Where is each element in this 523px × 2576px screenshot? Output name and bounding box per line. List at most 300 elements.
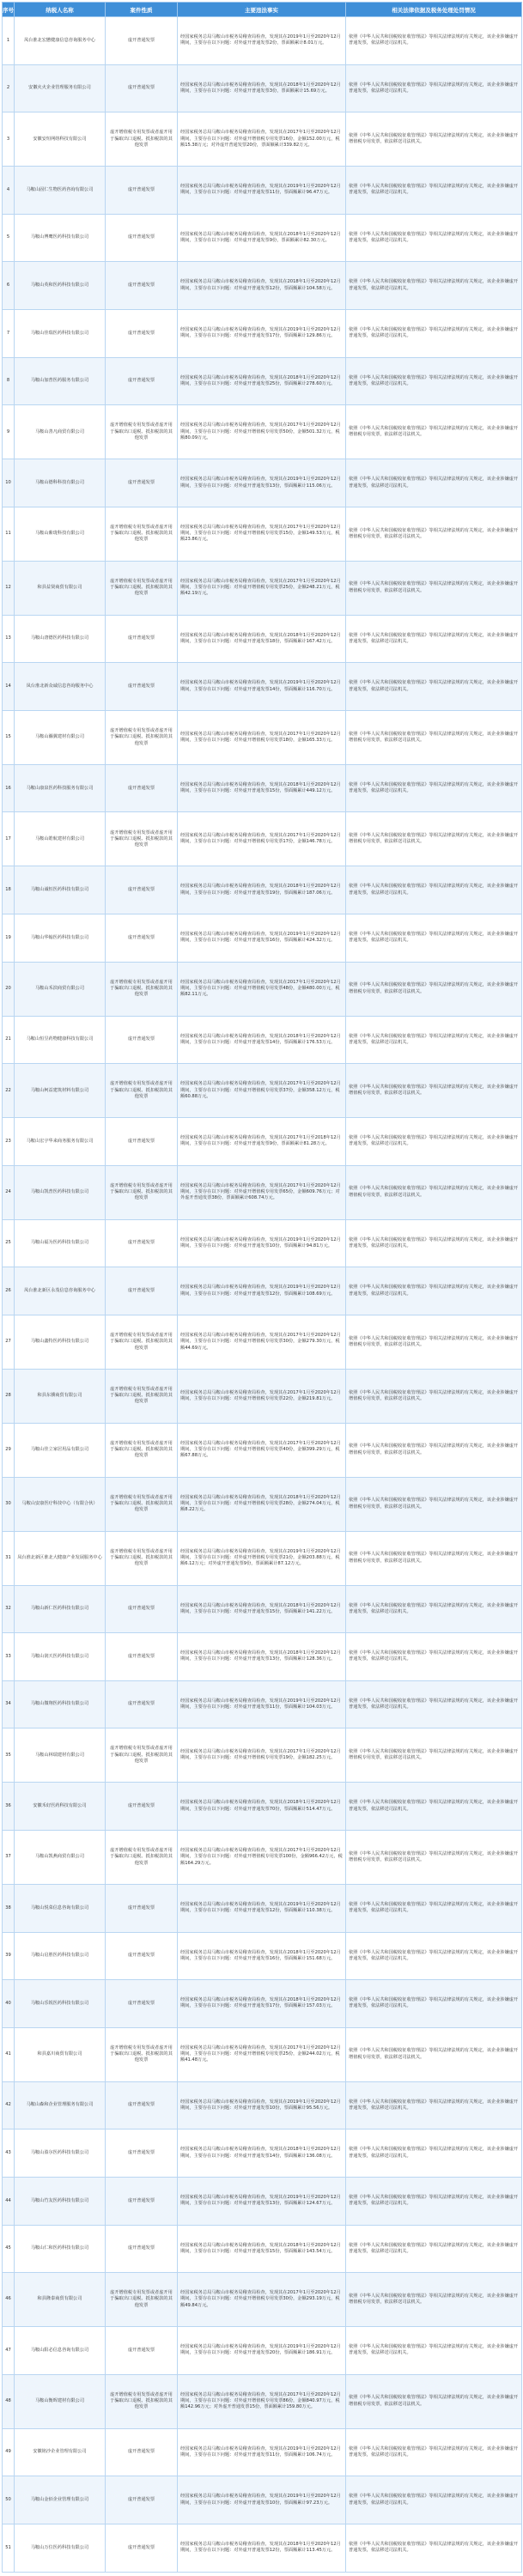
cell-taxpayer-name: 马鞍山恒昱药物健康科技有限公司 xyxy=(15,1016,106,1064)
cell-taxpayer-name: 和县嘉川商贸有限公司 xyxy=(15,2027,106,2081)
cell-taxpayer-name: 安徽火火企业管理服务有限公司 xyxy=(15,64,106,112)
cell-case-type: 虚开普通发票 xyxy=(106,1016,178,1064)
cell-violation-facts: 经国家税务总局马鞍山市税务局稽查局检查，发现其在2017年1月至2020年12月期间，主要存在以下问题：对外虚开增值税专用发票25份，金额248.21万元，税额42.19万元。 xyxy=(178,561,346,615)
cell-index: 32 xyxy=(3,1585,15,1633)
cell-legal-basis: 依照《中华人民共和国税收征收管理法》等相关法律法规的有关规定，该企业涉嫌虚开普通发票，依法移送司法机关。 xyxy=(346,459,522,507)
cell-index: 27 xyxy=(3,1315,15,1369)
cell-legal-basis: 依照《中华人民共和国税收征收管理法》等相关法律法规的有关规定，该企业涉嫌虚开普通发票，依法移送司法机关。 xyxy=(346,2129,522,2178)
cell-case-type: 虚开普通发票 xyxy=(106,1267,178,1315)
cell-case-type: 虚开增值税专用发票或者虚开用于骗取出口退税、抵扣税款的其他发票 xyxy=(106,962,178,1016)
cell-case-type: 虚开增值税专用发票或者虚开用于骗取出口退税、抵扣税款的其他发票 xyxy=(106,1830,178,1884)
cell-case-type: 虚开普通发票 xyxy=(106,1884,178,1932)
table-row xyxy=(3,1531,522,1585)
cell-case-type: 虚开普通发票 xyxy=(106,1633,178,1681)
cell-taxpayer-name: 马鞍山润天医药科技有限公司 xyxy=(15,1633,106,1681)
cell-violation-facts: 经国家税务总局马鞍山市税务局稽查局检查，发现其在2017年1月至2020年12月期间，主要存在以下问题：对外虚开增值税专用发票30份，金额279.30万元，税额44.69万元。 xyxy=(178,1315,346,1369)
header-index: 序号 xyxy=(3,3,15,17)
cell-violation-facts: 经国家税务总局马鞍山市税务局稽查局检查，发现其在2017年1月至2020年12月期间，主要存在以下问题：对外虚开增值税专用发票37份，金额358.12万元，税额60.88万元。 xyxy=(178,1064,346,1118)
cell-index: 31 xyxy=(3,1531,15,1585)
cell-taxpayer-name: 马鞍山诚恒医药科技有限公司 xyxy=(15,866,106,914)
cell-taxpayer-name: 凤台淮北宏懋健康信息咨询服务中心 xyxy=(15,17,106,65)
cell-taxpayer-name: 马鞍山瀚翼建材有限公司 xyxy=(15,710,106,764)
cell-case-type: 虚开普通发票 xyxy=(106,1783,178,1831)
cell-violation-facts: 经国家税务总局马鞍山市税务局稽查局检查，发现其在2019年1月至2020年12月期间，主要存在以下问题：对外虚开普通发票2份，票面额累计8.01万元。 xyxy=(178,17,346,65)
cell-legal-basis: 依照《中华人民共和国税收征收管理法》等相关法律法规的有关规定，该企业涉嫌虚开普通发票，依法移送司法机关。 xyxy=(346,2225,522,2273)
cell-taxpayer-name: 马鞍山凯普医药科技有限公司 xyxy=(15,1165,106,1219)
table-row xyxy=(3,1477,522,1531)
table-row xyxy=(3,914,522,963)
cell-violation-facts: 经国家税务总局马鞍山市税务局稽查局检查，发现其在2018年1月至2020年12月期间，主要存在以下问题：对外虚开普通发票18份，票面额累计167.42万元。 xyxy=(178,615,346,663)
table-row xyxy=(3,1633,522,1681)
cell-taxpayer-name: 马鞍山启胜医药科技有限公司 xyxy=(15,1932,106,1980)
cell-index: 26 xyxy=(3,1267,15,1315)
cell-legal-basis: 依照《中华人民共和国税收征收管理法》等相关法律法规的有关规定，该企业涉嫌虚开增值税专用发票，依法移送司法机关。 xyxy=(346,1830,522,1884)
table-row xyxy=(3,405,522,459)
cell-case-type: 虚开增值税专用发票或者虚开用于骗取出口退税、抵扣税款的其他发票 xyxy=(106,2374,178,2428)
cell-index: 44 xyxy=(3,2177,15,2225)
cell-violation-facts: 经国家税务总局马鞍山市税务局稽查局检查，发现其在2017年1月至2020年12月期间，主要存在以下问题：对外虚开增值税专用发票100份，金额966.42万元，税额164.29万元。 xyxy=(178,1830,346,1884)
cell-index: 40 xyxy=(3,1980,15,2028)
cell-legal-basis: 依照《中华人民共和国税收征收管理法》等相关法律法规的有关规定，该企业涉嫌虚开普通发票，依法移送司法机关。 xyxy=(346,1267,522,1315)
cell-violation-facts: 经国家税务总局马鞍山市税务局稽查局检查，发现其在2017年1月至2018年12月期间，主要存在以下问题：对外虚开普通发票9份，票面额累计81.28万元。 xyxy=(178,1118,346,1166)
table-row xyxy=(3,663,522,711)
cell-taxpayer-name: 马鞍山仁和医药科技有限公司 xyxy=(15,2225,106,2273)
cell-index: 10 xyxy=(3,459,15,507)
table-row xyxy=(3,561,522,615)
cell-taxpayer-name: 马鞍山康泉医药科技服务有限公司 xyxy=(15,764,106,812)
cell-case-type: 虚开普通发票 xyxy=(106,1585,178,1633)
table-row xyxy=(3,459,522,507)
cell-index: 21 xyxy=(3,1016,15,1064)
cell-index: 1 xyxy=(3,17,15,65)
cell-case-type: 虚开增值税专用发票或者虚开用于骗取出口退税、抵扣税款的其他发票 xyxy=(106,1165,178,1219)
cell-violation-facts: 经国家税务总局马鞍山市税务局稽查局检查，发现其在2019年1月至2020年12月期间，主要存在以下问题：对外虚开普通发票11份，票面额累计106.74万元。 xyxy=(178,2428,346,2476)
cell-taxpayer-name: 安徽禾好医药科技有限公司 xyxy=(15,1783,106,1831)
header-taxpayer-name: 纳税人名称 xyxy=(15,3,106,17)
cell-case-type: 虚开增值税专用发票或者虚开用于骗取出口退税、抵扣税款的其他发票 xyxy=(106,2273,178,2327)
table-row xyxy=(3,615,522,663)
tax-violation-table xyxy=(2,2,522,2573)
cell-taxpayer-name: 马鞍山紫珑科技有限公司 xyxy=(15,507,106,561)
cell-legal-basis: 依照《中华人民共和国税收征收管理法》等相关法律法规的有关规定，该企业涉嫌虚开普通发票，依法移送司法机关。 xyxy=(346,914,522,963)
cell-case-type: 虚开增值税专用发票或者虚开用于骗取出口退税、抵扣税款的其他发票 xyxy=(106,112,178,167)
cell-case-type: 虚开普通发票 xyxy=(106,1932,178,1980)
cell-violation-facts: 经国家税务总局马鞍山市税务局稽查局检查，发现其在2017年1月至2020年12月期间，主要存在以下问题：对外虚开增值税专用发票19份，金额182.25万元。 xyxy=(178,1728,346,1783)
table-row xyxy=(3,812,522,866)
cell-legal-basis: 依照《中华人民共和国税收征收管理法》等相关法律法规的有关规定，该企业涉嫌虚开增值税专用发票，依法移送司法机关。 xyxy=(346,2374,522,2428)
cell-index: 4 xyxy=(3,167,15,215)
cell-case-type: 虚开普通发票 xyxy=(106,914,178,963)
table-row xyxy=(3,2327,522,2375)
cell-legal-basis: 依照《中华人民共和国税收征收管理法》等相关法律法规的有关规定，该企业涉嫌虚开普通发票，依法移送司法机关。 xyxy=(346,2081,522,2129)
cell-index: 6 xyxy=(3,262,15,310)
table-row xyxy=(3,1064,522,1118)
cell-taxpayer-name: 马鞍山唐德医药科技有限公司 xyxy=(15,615,106,663)
cell-taxpayer-name: 马鞍山固仁生物医药咨询有限公司 xyxy=(15,167,106,215)
cell-legal-basis: 依照《中华人民共和国税收征收管理法》等相关法律法规的有关规定，该企业涉嫌虚开普通发票，依法移送司法机关。 xyxy=(346,1118,522,1166)
table-row xyxy=(3,1369,522,1423)
cell-case-type: 虚开普通发票 xyxy=(106,615,178,663)
table-row xyxy=(3,1118,522,1166)
cell-taxpayer-name: 马鞍山华翰医药科技有限公司 xyxy=(15,914,106,963)
cell-violation-facts: 经国家税务总局马鞍山市税务局稽查局检查，发现其在2017年1月至2020年12月期间，主要存在以下问题：对外虚开增值税专用发票25份，金额244.02万元，税额41.48万元。 xyxy=(178,2027,346,2081)
cell-legal-basis: 依照《中华人民共和国税收征收管理法》等相关法律法规的有关规定，该企业涉嫌虚开增值税专用发票，依法移送司法机关。 xyxy=(346,1728,522,1783)
cell-legal-basis: 依照《中华人民共和国税收征收管理法》等相关法律法规的有关规定，该企业涉嫌虚开普通发票，依法移送司法机关。 xyxy=(346,1016,522,1064)
cell-case-type: 虚开增值税专用发票或者虚开用于骗取出口退税、抵扣税款的其他发票 xyxy=(106,812,178,866)
table-row xyxy=(3,17,522,65)
cell-taxpayer-name: 马鞍山竹友医药科技有限公司 xyxy=(15,2177,106,2225)
cell-case-type: 虚开普通发票 xyxy=(106,357,178,405)
cell-index: 22 xyxy=(3,1064,15,1118)
table-row xyxy=(3,214,522,262)
cell-index: 14 xyxy=(3,663,15,711)
cell-index: 2 xyxy=(3,64,15,112)
cell-violation-facts: 经国家税务总局马鞍山市税务局稽查局检查，发现其在2017年1月至2020年12月期间，主要存在以下问题：对外虚开增值税专用发票30份，金额293.19万元，税额49.84万元。 xyxy=(178,2273,346,2327)
cell-legal-basis: 依照《中华人民共和国税收征收管理法》等相关法律法规的有关规定，该企业涉嫌虚开普通发票，依法移送司法机关。 xyxy=(346,167,522,215)
cell-legal-basis: 依照《中华人民共和国税收征收管理法》等相关法律法规的有关规定，该企业涉嫌虚开普通发票，依法移送司法机关。 xyxy=(346,1680,522,1728)
cell-taxpayer-name: 马鞍山森和企业管理服务有限公司 xyxy=(15,2081,106,2129)
cell-case-type: 虚开普通发票 xyxy=(106,310,178,358)
cell-violation-facts: 经国家税务总局马鞍山市税务局稽查局检查，发现其在2019年1月至2020年12月期间，主要存在以下问题：对外虚开普通发票14份，票面额累计116.70万元。 xyxy=(178,663,346,711)
cell-violation-facts: 经国家税务总局马鞍山市税务局稽查局检查，发现其在2019年1月至2020年12月期间，主要存在以下问题：对外虚开普通发票13份，票面额累计124.67万元。 xyxy=(178,2177,346,2225)
cell-legal-basis: 依照《中华人民共和国税收征收管理法》等相关法律法规的有关规定，该企业涉嫌虚开增值税专用发票，依法移送司法机关。 xyxy=(346,507,522,561)
cell-taxpayer-name: 凤台淮北新众诚信息咨询服务中心 xyxy=(15,663,106,711)
cell-violation-facts: 经国家税务总局马鞍山市税务局稽查局检查，发现其在2019年1月至2020年12月期间，主要存在以下问题：对外虚开普通发票11份，票面额累计104.03万元。 xyxy=(178,1680,346,1728)
cell-taxpayer-name: 马鞍山佳立家居用品有限公司 xyxy=(15,1423,106,1477)
cell-taxpayer-name: 马鞍山万位医药科技有限公司 xyxy=(15,2524,106,2572)
cell-violation-facts: 经国家税务总局马鞍山市税务局稽查局检查，发现其在2017年1月至2020年12月期间，主要存在以下问题：对外虚开增值税专用发票48份，金额480.00万元，税额82.11万元。 xyxy=(178,962,346,1016)
table-row xyxy=(3,1932,522,1980)
cell-case-type: 虚开普通发票 xyxy=(106,1118,178,1166)
cell-case-type: 虚开普通发票 xyxy=(106,459,178,507)
cell-legal-basis: 依照《中华人民共和国税收征收管理法》等相关法律法规的有关规定，该企业涉嫌虚开普通发票，依法移送司法机关。 xyxy=(346,2177,522,2225)
cell-case-type: 虚开普通发票 xyxy=(106,1980,178,2028)
cell-index: 29 xyxy=(3,1423,15,1477)
cell-taxpayer-name: 和县东骥商贸有限公司 xyxy=(15,1369,106,1423)
cell-violation-facts: 经国家税务总局马鞍山市税务局稽查局检查，发现其在2017年1月至2020年12月期间，主要存在以下问题：对外虚开增值税专用发票18份，金额165.33万元。 xyxy=(178,710,346,764)
table-row xyxy=(3,2081,522,2129)
header-legal-basis: 相关法律依据及税务处理处罚情况 xyxy=(346,3,522,17)
cell-legal-basis: 依照《中华人民共和国税收征收管理法》等相关法律法规的有关规定，该企业涉嫌虚开普通发票，依法移送司法机关。 xyxy=(346,357,522,405)
cell-index: 47 xyxy=(3,2327,15,2375)
cell-violation-facts: 经国家税务总局马鞍山市税务局稽查局检查，发现其在2019年1月至2020年12月期间，主要存在以下问题：对外虚开增值税专用发票21份，金额203.88万元，税额6.12万元；对外虚开普通发票9份，票面额累计87.12万元。 xyxy=(178,1531,346,1585)
cell-index: 18 xyxy=(3,866,15,914)
cell-legal-basis: 依照《中华人民共和国税收征收管理法》等相关法律法规的有关规定，该企业涉嫌虚开普通发票，依法移送司法机关。 xyxy=(346,214,522,262)
cell-index: 15 xyxy=(3,710,15,764)
cell-index: 42 xyxy=(3,2081,15,2129)
table-row xyxy=(3,1423,522,1477)
cell-taxpayer-name: 马鞍山英和医药科技有限公司 xyxy=(15,262,106,310)
table-row xyxy=(3,1680,522,1728)
cell-taxpayer-name: 马鞍山凯燕商贸有限公司 xyxy=(15,1830,106,1884)
cell-violation-facts: 经国家税务总局马鞍山市税务局稽查局检查，发现其在2018年1月至2020年12月期间，主要存在以下问题：对外虚开普通发票25份，票面额累计278.60万元。 xyxy=(178,357,346,405)
table-row xyxy=(3,2273,522,2327)
cell-violation-facts: 经国家税务总局马鞍山市税务局稽查局检查，发现其在2018年1月至2020年12月期间，主要存在以下问题：对外虚开普通发票70份，票面额累计514.47万元。 xyxy=(178,1783,346,1831)
table-row xyxy=(3,2428,522,2476)
cell-index: 23 xyxy=(3,1118,15,1166)
cell-violation-facts: 经国家税务总局马鞍山市税务局稽查局检查，发现其在2019年1月至2020年12月期间，主要存在以下问题：对外虚开普通发票20份，票面额累计186.91万元。 xyxy=(178,2327,346,2375)
cell-case-type: 虚开普通发票 xyxy=(106,167,178,215)
table-row xyxy=(3,357,522,405)
cell-legal-basis: 依照《中华人民共和国税收征收管理法》等相关法律法规的有关规定，该企业涉嫌虚开增值税专用发票，依法移送司法机关。 xyxy=(346,2273,522,2327)
case-list-container xyxy=(2,2,521,2573)
cell-legal-basis: 依照《中华人民共和国税收征收管理法》等相关法律法规的有关规定，该企业涉嫌虚开增值税专用发票，依法移送司法机关。 xyxy=(346,2027,522,2081)
cell-violation-facts: 经国家税务总局马鞍山市税务局稽查局检查，发现其在2019年1月至2020年12月期间，主要存在以下问题：对外虚开普通发票12份，票面额累计108.69万元。 xyxy=(178,1267,346,1315)
cell-taxpayer-name: 和县隆泰商贸有限公司 xyxy=(15,2273,106,2327)
cell-violation-facts: 经国家税务总局马鞍山市税务局稽查局检查，发现其在2017年1月至2020年12月期间，主要存在以下问题：对外虚开增值税专用发票16份，金额152.00万元，税额15.38万元；对外虚开普通发票20份，票面额累计339.82万元。 xyxy=(178,112,346,167)
cell-index: 11 xyxy=(3,507,15,561)
cell-index: 19 xyxy=(3,914,15,963)
table-row xyxy=(3,1585,522,1633)
table-row xyxy=(3,1165,522,1219)
cell-taxpayer-name: 马鞍山金佰企业管理有限公司 xyxy=(15,2476,106,2524)
cell-legal-basis: 依照《中华人民共和国税收征收管理法》等相关法律法规的有关规定，该企业涉嫌虚开普通发票，依法移送司法机关。 xyxy=(346,764,522,812)
cell-legal-basis: 依照《中华人民共和国税收征收管理法》等相关法律法规的有关规定，该企业涉嫌虚开增值税专用发票，依法移送司法机关。 xyxy=(346,1165,522,1219)
cell-taxpayer-name: 凤台淮北新区淮北大健康产业发展服务中心 xyxy=(15,1531,106,1585)
cell-index: 33 xyxy=(3,1633,15,1681)
cell-legal-basis: 依照《中华人民共和国税收征收管理法》等相关法律法规的有关规定，该企业涉嫌虚开普通发票，依法移送司法机关。 xyxy=(346,663,522,711)
table-body xyxy=(3,17,522,2573)
cell-violation-facts: 经国家税务总局马鞍山市税务局稽查局检查，发现其在2019年1月至2020年12月期间，主要存在以下问题：对外虚开普通发票16份，票面额累计424.32万元。 xyxy=(178,914,346,963)
cell-index: 49 xyxy=(3,2428,15,2476)
cell-index: 13 xyxy=(3,615,15,663)
table-header-row xyxy=(3,3,522,17)
cell-legal-basis: 依照《中华人民共和国税收征收管理法》等相关法律法规的有关规定，该企业涉嫌虚开普通发票，依法移送司法机关。 xyxy=(346,866,522,914)
cell-case-type: 虚开普通发票 xyxy=(106,17,178,65)
cell-violation-facts: 经国家税务总局马鞍山市税务局稽查局检查，发现其在2019年1月至2020年12月期间，主要存在以下问题：对外虚开普通发票10份，票面额累计95.56万元。 xyxy=(178,2081,346,2129)
cell-taxpayer-name: 马鞍山德科科技有限公司 xyxy=(15,459,106,507)
cell-case-type: 虚开普通发票 xyxy=(106,2476,178,2524)
cell-case-type: 虚开增值税专用发票或者虚开用于骗取出口退税、抵扣税款的其他发票 xyxy=(106,1369,178,1423)
cell-case-type: 虚开普通发票 xyxy=(106,2225,178,2273)
cell-case-type: 虚开增值税专用发票或者虚开用于骗取出口退税、抵扣税款的其他发票 xyxy=(106,507,178,561)
cell-case-type: 虚开普通发票 xyxy=(106,764,178,812)
table-row xyxy=(3,2524,522,2572)
cell-legal-basis: 依照《中华人民共和国税收征收管理法》等相关法律法规的有关规定，该企业涉嫌虚开增值税专用发票，依法移送司法机关。 xyxy=(346,1531,522,1585)
table-row xyxy=(3,310,522,358)
table-row xyxy=(3,112,522,167)
cell-violation-facts: 经国家税务总局马鞍山市税务局稽查局检查，发现其在2018年1月至2020年12月期间，主要存在以下问题：对外虚开普通发票17份，票面额累计157.03万元。 xyxy=(178,1980,346,2028)
cell-legal-basis: 依照《中华人民共和国税收征收管理法》等相关法律法规的有关规定，该企业涉嫌虚开增值税专用发票，依法移送司法机关。 xyxy=(346,405,522,459)
table-row xyxy=(3,1315,522,1369)
cell-violation-facts: 经国家税务总局马鞍山市税务局稽查局检查，发现其在2017年1月至2020年12月期间，主要存在以下问题：对外虚开增值税专用发票65份，金额609.76万元；对外虚开普通发票38份，票面额累计608.74万元。 xyxy=(178,1165,346,1219)
header-violation-facts: 主要违法事实 xyxy=(178,3,346,17)
cell-legal-basis: 依照《中华人民共和国税收征收管理法》等相关法律法规的有关规定，该企业涉嫌虚开普通发票，依法移送司法机关。 xyxy=(346,1884,522,1932)
cell-violation-facts: 经国家税务总局马鞍山市税务局稽查局检查，发现其在2018年1月至2020年12月期间，主要存在以下问题：对外虚开普通发票3份，票面额累计15.69万元。 xyxy=(178,64,346,112)
cell-case-type: 虚开普通发票 xyxy=(106,2327,178,2375)
table-row xyxy=(3,1267,522,1315)
table-row xyxy=(3,2177,522,2225)
cell-taxpayer-name: 安徽安烜网络科技有限公司 xyxy=(15,112,106,167)
cell-legal-basis: 依照《中华人民共和国税收征收管理法》等相关法律法规的有关规定，该企业涉嫌虚开增值税专用发票，依法移送司法机关。 xyxy=(346,1369,522,1423)
cell-index: 25 xyxy=(3,1219,15,1267)
cell-index: 16 xyxy=(3,764,15,812)
cell-case-type: 虚开增值税专用发票或者虚开用于骗取出口退税、抵扣税款的其他发票 xyxy=(106,1477,178,1531)
table-row xyxy=(3,262,522,310)
cell-index: 3 xyxy=(3,112,15,167)
cell-case-type: 虚开普通发票 xyxy=(106,2081,178,2129)
cell-taxpayer-name: 马鞍山皓航建材有限公司 xyxy=(15,812,106,866)
cell-legal-basis: 依照《中华人民共和国税收征收管理法》等相关法律法规的有关规定，该企业涉嫌虚开普通发票，依法移送司法机关。 xyxy=(346,615,522,663)
table-row xyxy=(3,1884,522,1932)
cell-violation-facts: 经国家税务总局马鞍山市税务局稽查局检查，发现其在2018年1月至2020年12月期间，主要存在以下问题：对外虚开普通发票16份，票面额累计151.68万元。 xyxy=(178,1932,346,1980)
cell-legal-basis: 依照《中华人民共和国税收征收管理法》等相关法律法规的有关规定，该企业涉嫌虚开增值税专用发票，依法移送司法机关。 xyxy=(346,812,522,866)
cell-legal-basis: 依照《中华人民共和国税收征收管理法》等相关法律法规的有关规定，该企业涉嫌虚开增值税专用发票，依法移送司法机关。 xyxy=(346,1315,522,1369)
cell-legal-basis: 依照《中华人民共和国税收征收管理法》等相关法律法规的有关规定，该企业涉嫌虚开普通发票，依法移送司法机关。 xyxy=(346,17,522,65)
cell-violation-facts: 经国家税务总局马鞍山市税务局稽查局检查，发现其在2018年1月至2020年12月期间，主要存在以下问题：对外虚开普通发票19份，票面额累计187.06万元。 xyxy=(178,866,346,914)
cell-case-type: 虚开普通发票 xyxy=(106,262,178,310)
cell-index: 46 xyxy=(3,2273,15,2327)
cell-case-type: 虚开普通发票 xyxy=(106,2129,178,2178)
cell-index: 41 xyxy=(3,2027,15,2081)
cell-legal-basis: 依照《中华人民共和国税收征收管理法》等相关法律法规的有关规定，该企业涉嫌虚开增值税专用发票，依法移送司法机关。 xyxy=(346,1064,522,1118)
cell-case-type: 虚开增值税专用发票或者虚开用于骗取出口退税、抵扣税款的其他发票 xyxy=(106,1531,178,1585)
header-case-type: 案件性质 xyxy=(106,3,178,17)
cell-violation-facts: 经国家税务总局马鞍山市税务局稽查局检查，发现其在2017年1月至2020年12月期间，主要存在以下问题：对外虚开增值税专用发票86份，金额840.97万元，税额142.96万元；对外虚开普通发票15份，票面额累计159.80万元。 xyxy=(178,2374,346,2428)
cell-taxpayer-name: 马鞍山衡晖建材有限公司 xyxy=(15,2374,106,2428)
cell-taxpayer-name: 马鞍山林瑞建材有限公司 xyxy=(15,1728,106,1783)
cell-taxpayer-name: 和县益贤商贸有限公司 xyxy=(15,561,106,615)
cell-violation-facts: 经国家税务总局马鞍山市税务局稽查局检查，发现其在2019年1月至2020年12月期间，主要存在以下问题：对外虚开普通发票10份，票面额累计94.81万元。 xyxy=(178,1219,346,1267)
cell-case-type: 虚开普通发票 xyxy=(106,2177,178,2225)
cell-case-type: 虚开普通发票 xyxy=(106,214,178,262)
table-row xyxy=(3,1016,522,1064)
cell-taxpayer-name: 马鞍山新仁医药科技有限公司 xyxy=(15,1585,106,1633)
cell-legal-basis: 依照《中华人民共和国税收征收管理法》等相关法律法规的有关规定，该企业涉嫌虚开普通发票，依法移送司法机关。 xyxy=(346,262,522,310)
cell-index: 30 xyxy=(3,1477,15,1531)
table-row xyxy=(3,710,522,764)
table-row xyxy=(3,2129,522,2178)
cell-violation-facts: 经国家税务总局马鞍山市税务局稽查局检查，发现其在2017年1月至2020年12月期间，主要存在以下问题：对外虚开增值税专用发票50份，金额501.32万元，税额80.09万元。 xyxy=(178,405,346,459)
cell-legal-basis: 依照《中华人民共和国税收征收管理法》等相关法律法规的有关规定，该企业涉嫌虚开普通发票，依法移送司法机关。 xyxy=(346,2327,522,2375)
cell-case-type: 虚开普通发票 xyxy=(106,64,178,112)
cell-taxpayer-name: 凤台淮北新区永茂信息咨询服务中心 xyxy=(15,1267,106,1315)
cell-taxpayer-name: 安徽铭沙企业管理有限公司 xyxy=(15,2428,106,2476)
cell-violation-facts: 经国家税务总局马鞍山市税务局稽查局检查，发现其在2018年1月至2020年12月期间，主要存在以下问题：对外虚开普通发票12份，票面额累计104.58万元。 xyxy=(178,262,346,310)
table-row xyxy=(3,962,522,1016)
cell-case-type: 虚开增值税专用发票或者虚开用于骗取出口退税、抵扣税款的其他发票 xyxy=(106,1064,178,1118)
cell-violation-facts: 经国家税务总局马鞍山市税务局稽查局检查，发现其在2018年1月至2020年12月期间，主要存在以下问题：对外虚开普通发票14份，票面额累计136.08万元。 xyxy=(178,2129,346,2178)
cell-legal-basis: 依照《中华人民共和国税收征收管理法》等相关法律法规的有关规定，该企业涉嫌虚开普通发票，依法移送司法机关。 xyxy=(346,310,522,358)
table-row xyxy=(3,2225,522,2273)
cell-legal-basis: 依照《中华人民共和国税收征收管理法》等相关法律法规的有关规定，该企业涉嫌虚开普通发票，依法移送司法机关。 xyxy=(346,2476,522,2524)
cell-legal-basis: 依照《中华人民共和国税收征收管理法》等相关法律法规的有关规定，该企业涉嫌虚开普通发票，依法移送司法机关。 xyxy=(346,1585,522,1633)
cell-index: 24 xyxy=(3,1165,15,1219)
cell-index: 7 xyxy=(3,310,15,358)
cell-taxpayer-name: 马鞍山乐锐医药科技有限公司 xyxy=(15,1980,106,2028)
cell-index: 34 xyxy=(3,1680,15,1728)
table-row xyxy=(3,1783,522,1831)
cell-violation-facts: 经国家税务总局马鞍山市税务局稽查局检查，发现其在2018年1月至2020年12月期间，主要存在以下问题：对外虚开普通发票15份，票面额累计449.12万元。 xyxy=(178,764,346,812)
cell-violation-facts: 经国家税务总局马鞍山市税务局稽查局检查，发现其在2018年1月至2020年12月期间，主要存在以下问题：对外虚开普通发票12份，票面额累计113.45万元。 xyxy=(178,2524,346,2572)
cell-case-type: 虚开普通发票 xyxy=(106,866,178,914)
cell-legal-basis: 依照《中华人民共和国税收征收管理法》等相关法律法规的有关规定，该企业涉嫌虚开普通发票，依法移送司法机关。 xyxy=(346,2524,522,2572)
cell-taxpayer-name: 马鞍山善凡商贸有限公司 xyxy=(15,405,106,459)
cell-violation-facts: 经国家税务总局马鞍山市税务局稽查局检查，发现其在2018年1月至2020年12月期间，主要存在以下问题：对外虚开增值税专用发票28份，金额274.04万元，税额8.22万元。 xyxy=(178,1477,346,1531)
cell-index: 20 xyxy=(3,962,15,1016)
cell-case-type: 虚开增值税专用发票或者虚开用于骗取出口退税、抵扣税款的其他发票 xyxy=(106,710,178,764)
cell-index: 28 xyxy=(3,1369,15,1423)
cell-violation-facts: 经国家税务总局马鞍山市税务局稽查局检查，发现其在2019年1月至2020年12月期间，主要存在以下问题：对外虚开普通发票10份，票面额累计97.23万元。 xyxy=(178,2476,346,2524)
cell-legal-basis: 依照《中华人民共和国税收征收管理法》等相关法律法规的有关规定，该企业涉嫌虚开普通发票，依法移送司法机关。 xyxy=(346,2428,522,2476)
cell-legal-basis: 依照《中华人民共和国税收征收管理法》等相关法律法规的有关规定，该企业涉嫌虚开增值税专用发票，依法移送司法机关。 xyxy=(346,962,522,1016)
cell-violation-facts: 经国家税务总局马鞍山市税务局稽查局检查，发现其在2017年1月至2020年12月期间，主要存在以下问题：对外虚开增值税专用发票40份，金额399.29万元，税额67.88万元。 xyxy=(178,1423,346,1477)
cell-violation-facts: 经国家税务总局马鞍山市税务局稽查局检查，发现其在2017年1月至2020年12月期间，主要存在以下问题：对外虚开增值税专用发票15份，金额149.53万元，税额23.86万元。 xyxy=(178,507,346,561)
cell-index: 17 xyxy=(3,812,15,866)
cell-legal-basis: 依照《中华人民共和国税收征收管理法》等相关法律法规的有关规定，该企业涉嫌虚开增值税专用发票，依法移送司法机关。 xyxy=(346,112,522,167)
table-row xyxy=(3,507,522,561)
table-row xyxy=(3,64,522,112)
table-row xyxy=(3,2027,522,2081)
cell-case-type: 虚开普通发票 xyxy=(106,2524,178,2572)
cell-taxpayer-name: 马鞍山加普医药服务有限公司 xyxy=(15,357,106,405)
cell-index: 48 xyxy=(3,2374,15,2428)
cell-case-type: 虚开增值税专用发票或者虚开用于骗取出口退税、抵扣税款的其他发票 xyxy=(106,1315,178,1369)
cell-violation-facts: 经国家税务总局马鞍山市税务局稽查局检查，发现其在2019年1月至2020年12月期间，主要存在以下问题：对外虚开普通发票11份，票面额累计96.47万元。 xyxy=(178,167,346,215)
cell-taxpayer-name: 马鞍山鑫特医药科技有限公司 xyxy=(15,1315,106,1369)
cell-case-type: 虚开增值税专用发票或者虚开用于骗取出口退税、抵扣税款的其他发票 xyxy=(106,1423,178,1477)
cell-taxpayer-name: 马鞍山禾滨商贸有限公司 xyxy=(15,962,106,1016)
cell-taxpayer-name: 马鞍山福为医药科技有限公司 xyxy=(15,1219,106,1267)
cell-index: 5 xyxy=(3,214,15,262)
cell-case-type: 虚开增值税专用发票或者虚开用于骗取出口退税、抵扣税款的其他发票 xyxy=(106,2027,178,2081)
cell-legal-basis: 依照《中华人民共和国税收征收管理法》等相关法律法规的有关规定，该企业涉嫌虚开增值税专用发票，依法移送司法机关。 xyxy=(346,710,522,764)
cell-taxpayer-name: 马鞍山悦菜信息咨询有限公司 xyxy=(15,1884,106,1932)
cell-taxpayer-name: 马鞍山阳必信息咨询有限公司 xyxy=(15,2327,106,2375)
cell-legal-basis: 依照《中华人民共和国税收征收管理法》等相关法律法规的有关规定，该企业涉嫌虚开普通发票，依法移送司法机关。 xyxy=(346,1980,522,2028)
cell-violation-facts: 经国家税务总局马鞍山市税务局稽查局检查，发现其在2018年1月至2020年12月期间，主要存在以下问题：对外虚开普通发票13份，票面额累计128.36万元。 xyxy=(178,1633,346,1681)
cell-case-type: 虚开普通发票 xyxy=(106,2428,178,2476)
table-row xyxy=(3,866,522,914)
cell-violation-facts: 经国家税务总局马鞍山市税务局稽查局检查，发现其在2019年1月至2020年12月期间，主要存在以下问题：对外虚开普通发票17份，票面额累计129.86万元。 xyxy=(178,310,346,358)
cell-legal-basis: 依照《中华人民共和国税收征收管理法》等相关法律法规的有关规定，该企业涉嫌虚开普通发票，依法移送司法机关。 xyxy=(346,64,522,112)
cell-taxpayer-name: 马鞍山柯益建筑材料有限公司 xyxy=(15,1064,106,1118)
cell-case-type: 虚开增值税专用发票或者虚开用于骗取出口退税、抵扣税款的其他发票 xyxy=(106,405,178,459)
cell-index: 12 xyxy=(3,561,15,615)
cell-violation-facts: 经国家税务总局马鞍山市税务局稽查局检查，发现其在2017年1月至2020年12月期间，主要存在以下问题：对外虚开增值税专用发票17份，金额146.78万元。 xyxy=(178,812,346,866)
cell-index: 38 xyxy=(3,1884,15,1932)
cell-taxpayer-name: 马鞍山宏宇华来商务服务有限公司 xyxy=(15,1118,106,1166)
cell-violation-facts: 经国家税务总局马鞍山市税务局稽查局检查，发现其在2019年1月至2020年12月期间，主要存在以下问题：对外虚开普通发票12份，票面额累计110.38万元。 xyxy=(178,1884,346,1932)
table-row xyxy=(3,1219,522,1267)
table-row xyxy=(3,167,522,215)
cell-legal-basis: 依照《中华人民共和国税收征收管理法》等相关法律法规的有关规定，该企业涉嫌虚开增值税专用发票，依法移送司法机关。 xyxy=(346,1477,522,1531)
cell-index: 45 xyxy=(3,2225,15,2273)
cell-case-type: 虚开增值税专用发票或者虚开用于骗取出口退税、抵扣税款的其他发票 xyxy=(106,1728,178,1783)
table-row xyxy=(3,1830,522,1884)
cell-index: 50 xyxy=(3,2476,15,2524)
cell-violation-facts: 经国家税务总局马鞍山市税务局稽查局检查，发现其在2017年1月至2020年12月期间，主要存在以下问题：对外虚开增值税专用发票22份，金额219.81万元。 xyxy=(178,1369,346,1423)
cell-index: 9 xyxy=(3,405,15,459)
table-row xyxy=(3,2476,522,2524)
cell-legal-basis: 依照《中华人民共和国税收征收管理法》等相关法律法规的有关规定，该企业涉嫌虚开普通发票，依法移送司法机关。 xyxy=(346,1633,522,1681)
cell-legal-basis: 依照《中华人民共和国税收征收管理法》等相关法律法规的有关规定，该企业涉嫌虚开普通发票，依法移送司法机关。 xyxy=(346,1219,522,1267)
cell-legal-basis: 依照《中华人民共和国税收征收管理法》等相关法律法规的有关规定，该企业涉嫌虚开增值税专用发票，依法移送司法机关。 xyxy=(346,1423,522,1477)
cell-index: 8 xyxy=(3,357,15,405)
cell-case-type: 虚开普通发票 xyxy=(106,1219,178,1267)
cell-violation-facts: 经国家税务总局马鞍山市税务局稽查局检查，发现其在2018年1月至2020年12月期间，主要存在以下问题：对外虚开普通发票15份，票面额累计141.22万元。 xyxy=(178,1585,346,1633)
cell-case-type: 虚开普通发票 xyxy=(106,1680,178,1728)
cell-taxpayer-name: 马鞍山微翔医药科技有限公司 xyxy=(15,1680,106,1728)
cell-taxpayer-name: 马鞍山佳瑞医药科技有限公司 xyxy=(15,310,106,358)
cell-case-type: 虚开普通发票 xyxy=(106,663,178,711)
cell-legal-basis: 依照《中华人民共和国税收征收管理法》等相关法律法规的有关规定，该企业涉嫌虚开普通发票，依法移送司法机关。 xyxy=(346,1932,522,1980)
cell-taxpayer-name: 马鞍山安康医疗科技中心（有限合伙） xyxy=(15,1477,106,1531)
table-row xyxy=(3,764,522,812)
cell-legal-basis: 依照《中华人民共和国税收征收管理法》等相关法律法规的有关规定，该企业涉嫌虚开增值税专用发票，依法移送司法机关。 xyxy=(346,561,522,615)
cell-violation-facts: 经国家税务总局马鞍山市税务局稽查局检查，发现其在2018年1月至2020年12月期间，主要存在以下问题：对外虚开普通发票9份，票面额累计82.30万元。 xyxy=(178,214,346,262)
cell-index: 51 xyxy=(3,2524,15,2572)
